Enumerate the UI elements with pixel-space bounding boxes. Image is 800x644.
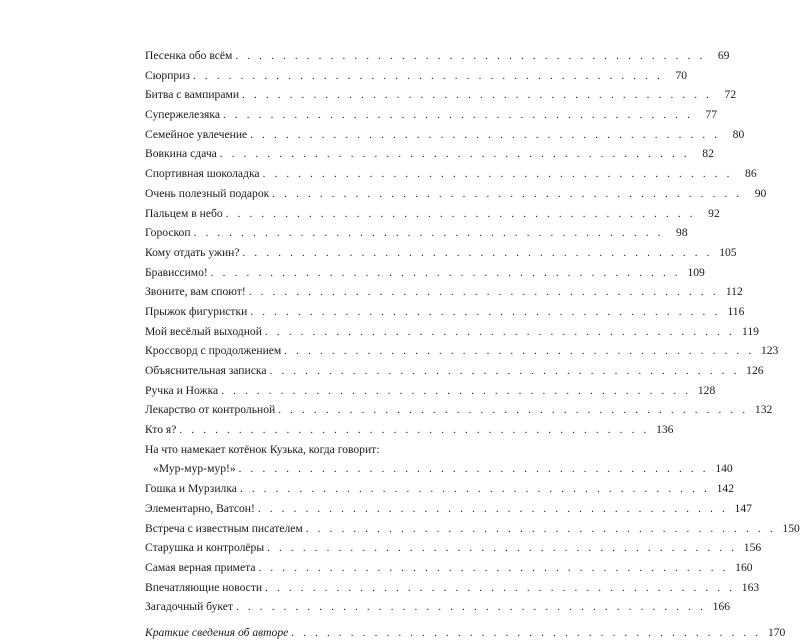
toc-dot-leader: . . . . . . . . . . . . . . . . . . . . . . . . . . . . . . . . . . . . . . . . [222,109,694,122]
toc-entry-title: На что намекает котёнок Кузька, когда говорит: [145,442,380,456]
toc-dot-leader: . . . . . . . . . . . . . . . . . . . . . . . . . . . . . . . . . . . . . . . . [250,305,721,318]
toc-entry [145,341,779,361]
toc-entry-title: Вовкина сдача [145,147,217,161]
toc-dot-leader: . . . . . . . . . . . . . . . . . . . . . . . . . . . . . . . . . . . . . . . . [236,601,707,614]
toc-entry [145,479,735,499]
toc-dot-leader: . . . . . . . . . . . . . . . . . . . . . . . . . . . . . . . . . . . . . . . . [250,128,721,141]
toc-entry-title: Спортивная шоколадка [145,167,260,181]
toc-entry [145,519,800,539]
toc-entry-title: Элементарно, Ватсон! [145,501,255,515]
toc-entry [145,597,731,617]
toc-entry-page: 112 [725,285,743,299]
toc-entry-page: 128 [697,383,716,397]
toc-dot-leader: . . . . . . . . . . . . . . . . . . . . . . . . . . . . . . . . . . . . . . . . [238,463,709,476]
toc-entry-page: 72 [724,88,737,102]
toc-entry-page: 82 [702,147,714,161]
toc-entry-title: Лекарство от контрольной [145,403,276,417]
toc-entry [145,282,743,302]
toc-entry [145,46,730,66]
toc-dot-leader: . . . . . . . . . . . . . . . . . . . . . . . . . . . . . . . . . . . . . . . . [225,207,696,220]
toc-entry-page: 116 [727,304,745,318]
toc-entry [145,204,720,224]
toc-dot-leader: . . . . . . . . . . . . . . . . . . . . . . . . . . . . . . . . . . . . . . . . [272,187,743,200]
toc-entry-page: 70 [675,68,688,82]
toc-entry-title: Кто я? [145,423,177,437]
toc-entry-title: Пальцем в небо [145,206,223,220]
toc-entry-title: Впечатляющие новости [145,580,263,594]
toc-entry [145,164,757,184]
toc-entry [145,558,753,578]
toc-section-after [145,479,800,617]
toc-dot-leader: . . . . . . . . . . . . . . . . . . . . . . . . . . . . . . . . . . . . . . . . [179,424,650,437]
toc-entry [145,302,745,322]
toc-entry-page: 140 [715,462,733,476]
toc-entry [145,66,688,86]
toc-entry [145,322,759,342]
toc-dot-leader: . . . . . . . . . . . . . . . . . . . . . . . . . . . . . . . . . . . . . . . . [257,502,728,515]
toc-entry-page: 98 [676,226,688,240]
toc-entry-page: 166 [712,600,731,614]
toc-entry-title: Сюрприз [145,68,190,82]
toc-dot-leader: . . . . . . . . . . . . . . . . . . . . . . . . . . . . . . . . . . . . . . . . [258,561,729,574]
toc-entry-title: Старушка и контролёры [145,541,265,555]
toc-entry-page: 123 [760,344,779,358]
toc-entry-page: 92 [708,206,720,220]
toc-entry [145,420,674,440]
toc-entry-title: Прыжок фигуристки [145,304,248,318]
toc-entry-title: Супержелезяка [145,108,220,122]
toc-section-main [145,46,779,440]
toc-dot-leader: . . . . . . . . . . . . . . . . . . . . . . . . . . . . . . . . . . . . . . . . [264,325,735,338]
toc-entry-page: 86 [745,167,757,181]
toc-entry-title: Ручка и Ножка [145,383,219,397]
toc-dot-leader: . . . . . . . . . . . . . . . . . . . . . . . . . . . . . . . . . . . . . . . . [219,148,690,161]
toc-entry [145,361,764,381]
toc-dot-leader: . . . . . . . . . . . . . . . . . . . . . . . . . . . . . . . . . . . . . . . . [262,168,733,181]
toc-entry-page: 136 [656,423,674,437]
toc-entry [145,263,705,283]
toc-entry-page: 156 [743,541,762,555]
toc-entry-title: Объяснительная записка [145,364,267,377]
toc-entry [145,144,714,164]
toc-dot-leader: . . . . . . . . . . . . . . . . . . . . . . . . . . . . . . . . . . . . . . . . [221,384,692,397]
toc-dot-leader: . . . . . . . . . . . . . . . . . . . . . . . . . . . . . . . . . . . . . . . . [242,246,713,259]
toc-dot-leader: . . . . . . . . . . . . . . . . . . . . . . . . . . . . . . . . . . . . . . . . [210,266,681,279]
toc-entry-title: Самая верная примета [145,560,256,574]
table-of-contents [145,46,800,643]
toc-dot-leader: . . . . . . . . . . . . . . . . . . . . . . . . . . . . . . . . . . . . . . . . [305,522,776,535]
toc-entry-page: 90 [754,186,767,200]
toc-dot-leader: . . . . . . . . . . . . . . . . . . . . . . . . . . . . . . . . . . . . . . . . [265,581,736,594]
toc-dot-leader: . . . . . . . . . . . . . . . . . . . . . . . . . . . . . . . . . . . . . . . . [267,542,738,555]
toc-entry-title: Битва с вампирами [145,88,240,102]
toc-entry [145,243,737,263]
toc-entry-title: Семейное увлечение [145,127,248,141]
toc-multiline-entry-line1 [145,440,428,460]
toc-entry-title: Брависсимо! [145,265,208,279]
toc-entry-page: 160 [735,560,753,574]
toc-entry-title: Краткие сведения об авторе [145,625,289,639]
toc-entry-page: 109 [687,265,705,279]
toc-entry [145,105,718,125]
toc-dot-leader: . . . . . . . . . . . . . . . . . . . . . . . . . . . . . . . . . . . . . . . . [248,286,719,299]
toc-entry [145,499,752,519]
toc-entry-title: Гошка и Мурзилка [145,482,237,496]
toc-dot-leader: . . . . . . . . . . . . . . . . . . . . . . . . . . . . . . . . . . . . . . . . [192,69,664,82]
toc-entry-page: 150 [782,521,800,535]
toc-entry [145,125,745,145]
toc-entry-page: 147 [734,501,752,515]
toc-entry [145,184,767,204]
toc-entry-page: 170 [767,625,786,639]
toc-entry [145,223,688,243]
toc-entry-title: Кому отдать ужин? [145,245,240,259]
toc-entry-page: 142 [716,482,735,496]
toc-entry-page: 119 [742,324,759,338]
toc-entry-page: 163 [741,580,760,594]
toc-dot-leader: . . . . . . . . . . . . . . . . . . . . . . . . . . . . . . . . . . . . . . . . [269,365,740,377]
toc-entry-page: 77 [705,108,718,122]
toc-entry-title: Песенка обо всём [145,49,233,62]
toc-entry-page: 126 [746,364,764,377]
toc-entry-page: 132 [754,403,773,417]
toc-dot-leader: . . . . . . . . . . . . . . . . . . . . . . . . . . . . . . . . . . . . . . . . [284,345,755,358]
toc-entry-page: 69 [717,49,730,62]
toc-entry-title: Очень полезный подарок [145,186,270,200]
toc-dot-leader: . . . . . . . . . . . . . . . . . . . . . . . . . . . . . . . . . . . . . . . . [193,227,664,240]
toc-entry-title: Гороскоп [145,226,191,240]
toc-entry-title: Мой весёлый выходной [145,324,262,338]
toc-entry [145,538,762,558]
toc-entry-title: Кроссворд с продолжением [145,344,282,358]
toc-multiline-entry-line2 [145,459,733,479]
toc-entry [145,85,737,105]
toc-dot-leader: . . . . . . . . . . . . . . . . . . . . . . . . . . . . . . . . . . . . . . . . [242,89,713,102]
toc-entry [145,578,760,598]
toc-entry-page: 80 [732,127,745,141]
toc-dot-leader: . . . . . . . . . . . . . . . . . . . . . . . . . . . . . . . . . . . . . . . . [239,483,711,496]
toc-entry [145,400,773,420]
toc-dot-leader: . . . . . . . . . . . . . . . . . . . . . . . . . . . . . . . . . . . . . . . . [235,50,706,62]
toc-entry [145,381,716,401]
toc-entry-title: Встреча с известным писателем [145,521,303,535]
toc-author-entry [145,623,786,643]
toc-entry-page: 105 [719,245,737,259]
toc-entry-title: Загадочный букет [145,600,233,614]
toc-dot-leader: . . . . . . . . . . . . . . . . . . . . . . . . . . . . . . . . . . . . . . . . [291,626,762,639]
toc-entry-title: «Мур-мур-мур!» [153,462,236,476]
toc-dot-leader: . . . . . . . . . . . . . . . . . . . . . . . . . . . . . . . . . . . . . . . . [278,404,749,417]
toc-entry-title: Звоните, вам споют! [145,285,246,299]
